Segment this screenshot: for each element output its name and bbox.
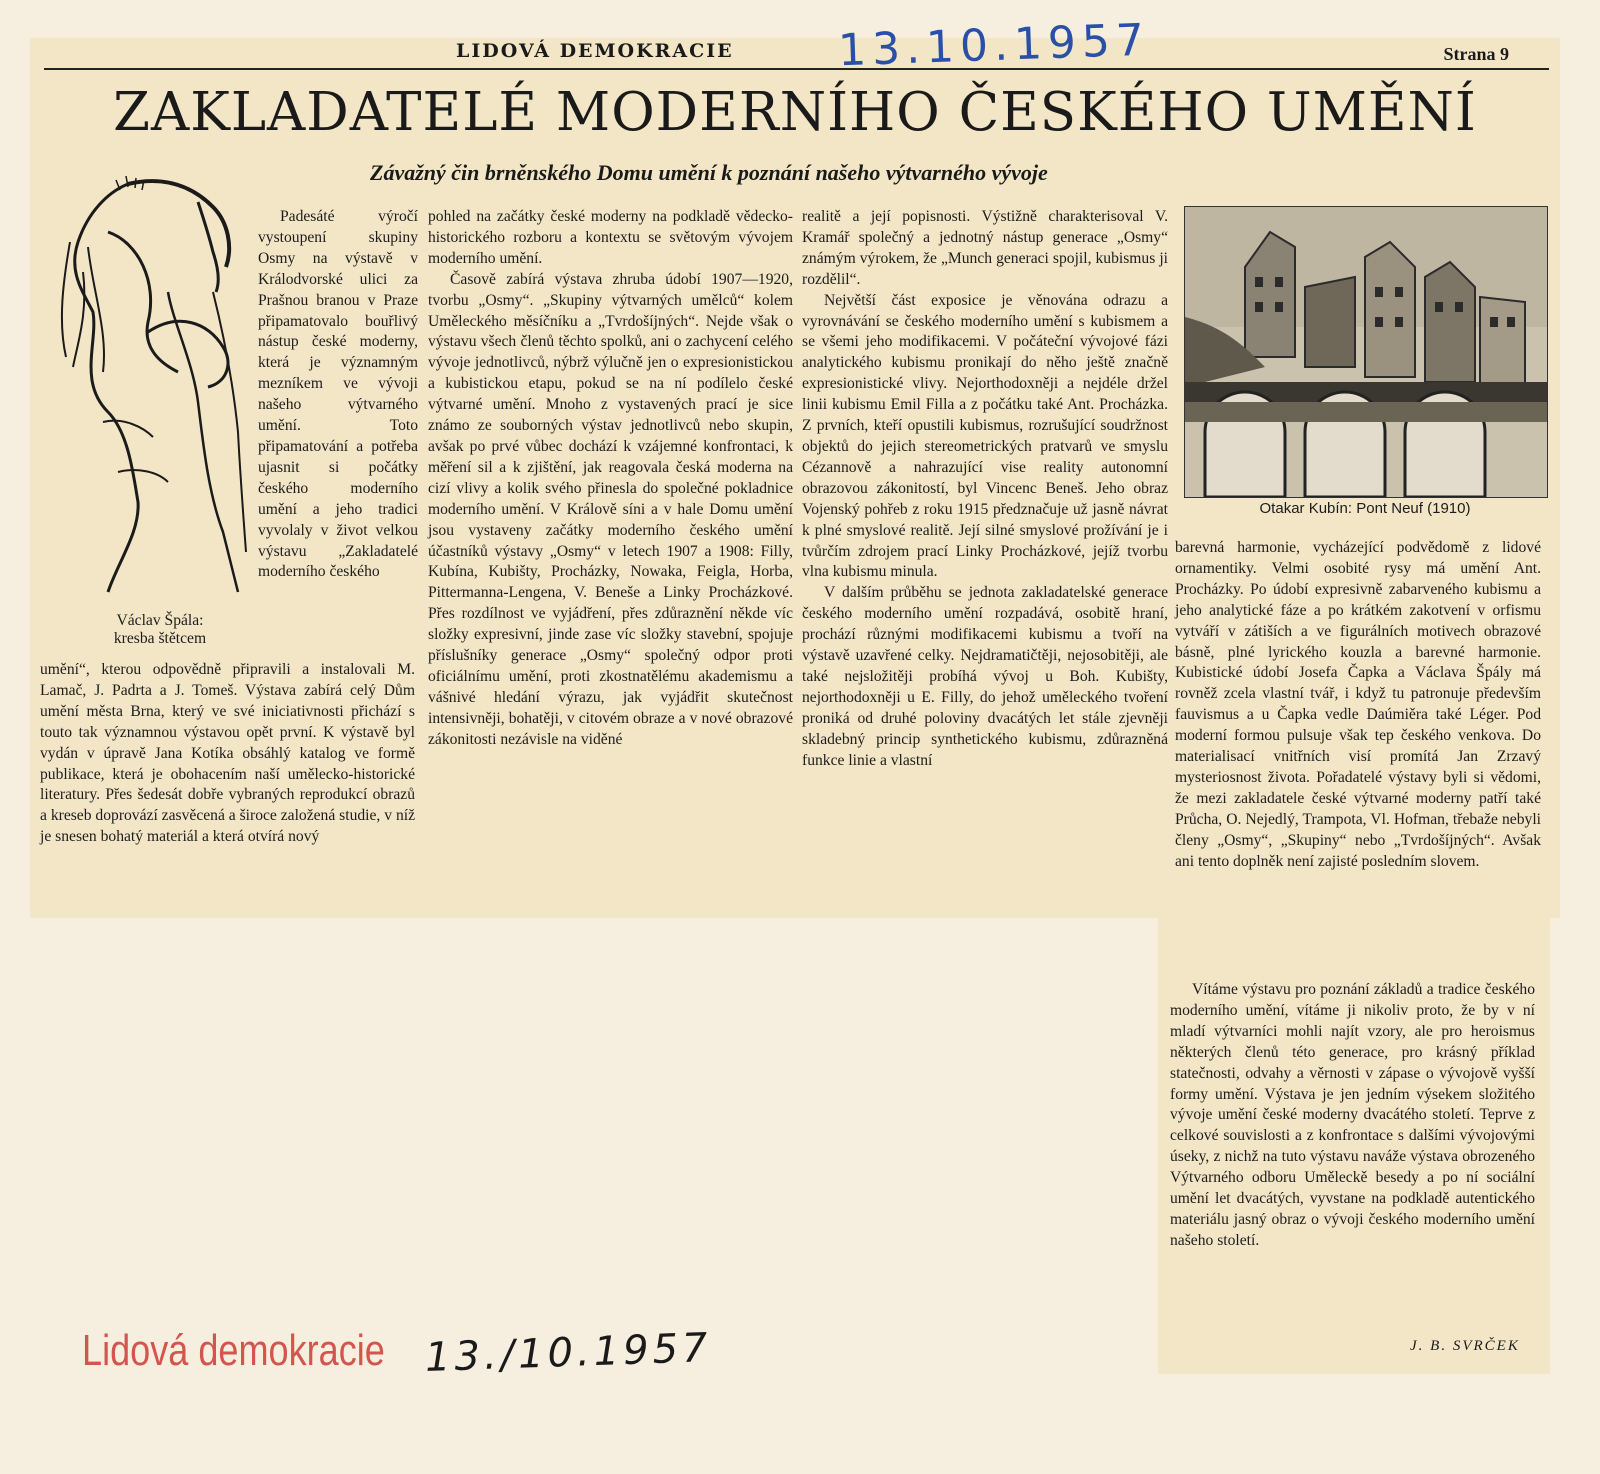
article-column-2 [428,207,793,751]
article-paragraph: Největší část exposice je věnována odrazu a vyrovnávání se českého moderního umění s kubismem a se všemi jeho modifikacemi. V počáteční vývojové fázi analytického kubismu pronikají do něho ještě značně expresionistické vlivy. Nejorthodoxněji a nejdéle držel linii kubismu Emil Filla a z počátku také Ant. Procházka. Z prvních, kteří opustili kubismus, rozrušující soudržnost objektů do jejich stereometrických pratvarů ve smyslu Cézannově a nahrazující vise reality autonomní obrazovou zákonitostí, byl Vincenc Beneš. Jeho obraz Vojenský pohřeb z roku 1915 předznačuje už jasně návrat k plné smyslové realitě. Její silné smyslové prožívání je i tvůrčím zdrojem prací Linky Procházkové, jejíž tvorbu vlna kubismu minula. [802,291,1168,581]
article-paragraph: barevná harmonie, vycházející podvědomě z lidové ornamentiky. Velmi osobité rysy má umění Ant. Procházky. Po údobí expresivně zabarveného kubismu a jeho analytické fáze a po krátkém zakotvení v orfismu vytváří v zátiších a ve figurálních motivech obrazové básně, plné lyrického kouzla a barevné harmonie. Kubistické údobí Josefa Čapka a Václava Špály má rovněž zcela vlastní tvář, i když tu patronuje především fauvismus a u Čapka vedle Daúmiěra také Léger. Pod moderní formou pulsuje však tep českého venkova. Do materialisací vnitřních visí promítá Jan Zrzavý mysteriosnost života. Pořadatelé výstavy byli si vědomi, že mezi zakladatele české výtvarné moderny patří také Průcha, O. Nejedlý, Trampota, Vl. Hofman, třebaže nebyli členy „Osmy“, „Skupiny“ nebo „Tvrdošíjných“. Avšak ani tento doplněk není zajisté posledním slovem. [1175,539,1541,870]
article-column-4 [1175,538,1541,873]
masthead [44,40,1549,70]
sketch-caption-medium: kresba štětcem [113,630,207,647]
article-subtitle: Závažný čin brněnského Domu umění k poznání našeho výtvarného vývoje [370,160,1048,185]
painting-caption: Otakar Kubín: Pont Neuf (1910) [1259,500,1471,517]
handwritten-date-top: 13.10.1957 [837,14,1151,77]
article-column-3 [802,207,1168,771]
article-paragraph: realitě a její popisnosti. Výstižně charakterisoval V. Kramář společný a jednotný nástup generace „Osmy“ známým výrokem, že „Munch generaci spojil, kubismus ji rozdělil“. [802,208,1168,288]
article-paragraph: Vítáme výstavu pro poznání základů a tradice českého moderního umění, vítáme ji nikoliv proto, že by v ní mladí výtvarníci mohli najít vzory, ale pro heroismus některých členů této generace, pro krásný příklad statečnosti, odvahy a věrnosti v zápase o vývojově vyšší formy umění. Výstava je jen jedním výsekem složitého vývoje umění české moderny dvacátého století. Teprve z celkové souvislosti a z konfrontace s dalšími vývojovými úseky, z nichž na tuto výstavu naváže výstava obrozeného Výtvarného odboru Uměleckě besedy a po ní sociální umění let dvacátých, vyvstane na podkladě autentického materiálu jasný obraz o vývoji českého moderního umění našeho století. [1170,981,1535,1249]
article-paragraph: Časově zabírá výstava zhruba údobí 1907—1920, tvorbu „Osmy“. „Skupiny výtvarných umělců“ kolem Uměleckého měsíčníku a „Tvrdošíjných“. Nejde však o výstavu všech členů těchto spolků, ani o zachycení celého vývoje jednotlivců, nýbrž výlučně jen o expresionistickou a kubistickou etapu, pokud se na ní podílelo české výtvarné umění. Mnoho z vystavených prací je sice známo ze souborných výstav jednotlivců nebo skupin, avšak po prvé vůbec dochází k vzájemné konfrontaci, k měření sil a k zjištění, jak reagovala česká moderna na cizí vlivy a kolik svého přinesla do společné pokladnice moderního umění. V Králově síni a v hale Domu umění jsou vystaveny začátky moderního českého umění účastníků výstavy „Osmy“ v letech 1907 a 1908: Filly, Kubína, Kubišty, Procházky, Nowaka, Feigla, Horba, Pittermanna-Lengena, V. Beneše a Linky Procházkové. Přes rozdílnost ve vyjádření, přes zdůraznění někde víc složky expresivní, jinde zase víc složky stavební, spojuje příslušníky generace „Osmy“ společný odpor proti oficiálnímu umění, proti zkostnatělému akademismu a vášnivé hledání výrazu, jak vyjádřit skutečnost intensivněji, bohatěji, v citovém obraze a v nové obrazové zákonitosti nezávisle na viděné [428,270,793,748]
page-number: Strana 9 [1443,44,1509,64]
article-paragraph: Padesáté výročí vystoupení skupiny Osmy na výstavě v Králodvorské ulici za Prašnou branou v Praze připamatovalo bouřlivý nástup české moderny, která je významným mezníkem ve vývoji našeho výtvarného umění. Toto připamatování a potřeba ujasnit si počátky českého moderního umění a jeho tradici vyvolaly v život velkou výstavu „Zakladatelé moderního českého [258,208,418,581]
archive-stamp: Lidová demokracie [82,1326,385,1375]
sketch-caption-author: Václav Špála: [116,612,204,629]
brush-drawing-illustration [48,172,258,597]
article-paragraph: umění“, kterou odpovědně připravili a instalovali M. Lamač, J. Padrta a J. Tomeš. Výstava zabírá celý Dům umění města Brna, který ve své iniciativnosti přichází s touto tak významnou výstavou opět první. K výstavě byl vydán v úpravě Jana Kotíka obsáhlý katalog ve formě publikace, která je obohacením naší umělecko-historické literatury. Přes šedesát dobře vybraných reprodukcí obrazů a kreseb doprovází zasvěcená a široce založená studie, v níž je snesen bohatý materiál a která otvírá nový [40,661,415,846]
sketch-caption [80,612,240,648]
newspaper-name: LIDOVÁ DEMOKRACIE [456,40,734,62]
article-paragraph: V dalším průběhu se jednota zakladatelské generace českého moderního umění rozpadává, osobitě hraní, prochází různými modifikacemi kubismu a tvoří na výstavě uzavřené celky. Nejdramatičtěji, nejosobitěji, ale také nejsložitěji probíhá vývoj u Boh. Kubišty, nejorthodoxněji u E. Filly, do jehož uměleckého tvoření proniká od druhé poloviny dvacátých let stále zjevněji skladebný princip synthetického kubismu, zdůrazněná funkce linie a vlastní [802,584,1168,769]
author-signature: J. B. SVRČEK [1410,1338,1520,1354]
article-column-1-bottom [40,660,415,848]
painting-reproduction [1184,206,1548,498]
article-column-1-top [258,207,418,583]
article-paragraph: pohled na začátky české moderny na podkladě vědecko-historického rozboru a kontextu se světovým vývojem moderního umění. [428,208,793,267]
article-column-5 [1170,980,1535,1252]
article-headline: ZAKLADATELÉ MODERNÍHO ČESKÉHO UMĚNÍ [113,82,1477,143]
handwritten-date-bottom: 13./10.1957 [424,1325,713,1381]
